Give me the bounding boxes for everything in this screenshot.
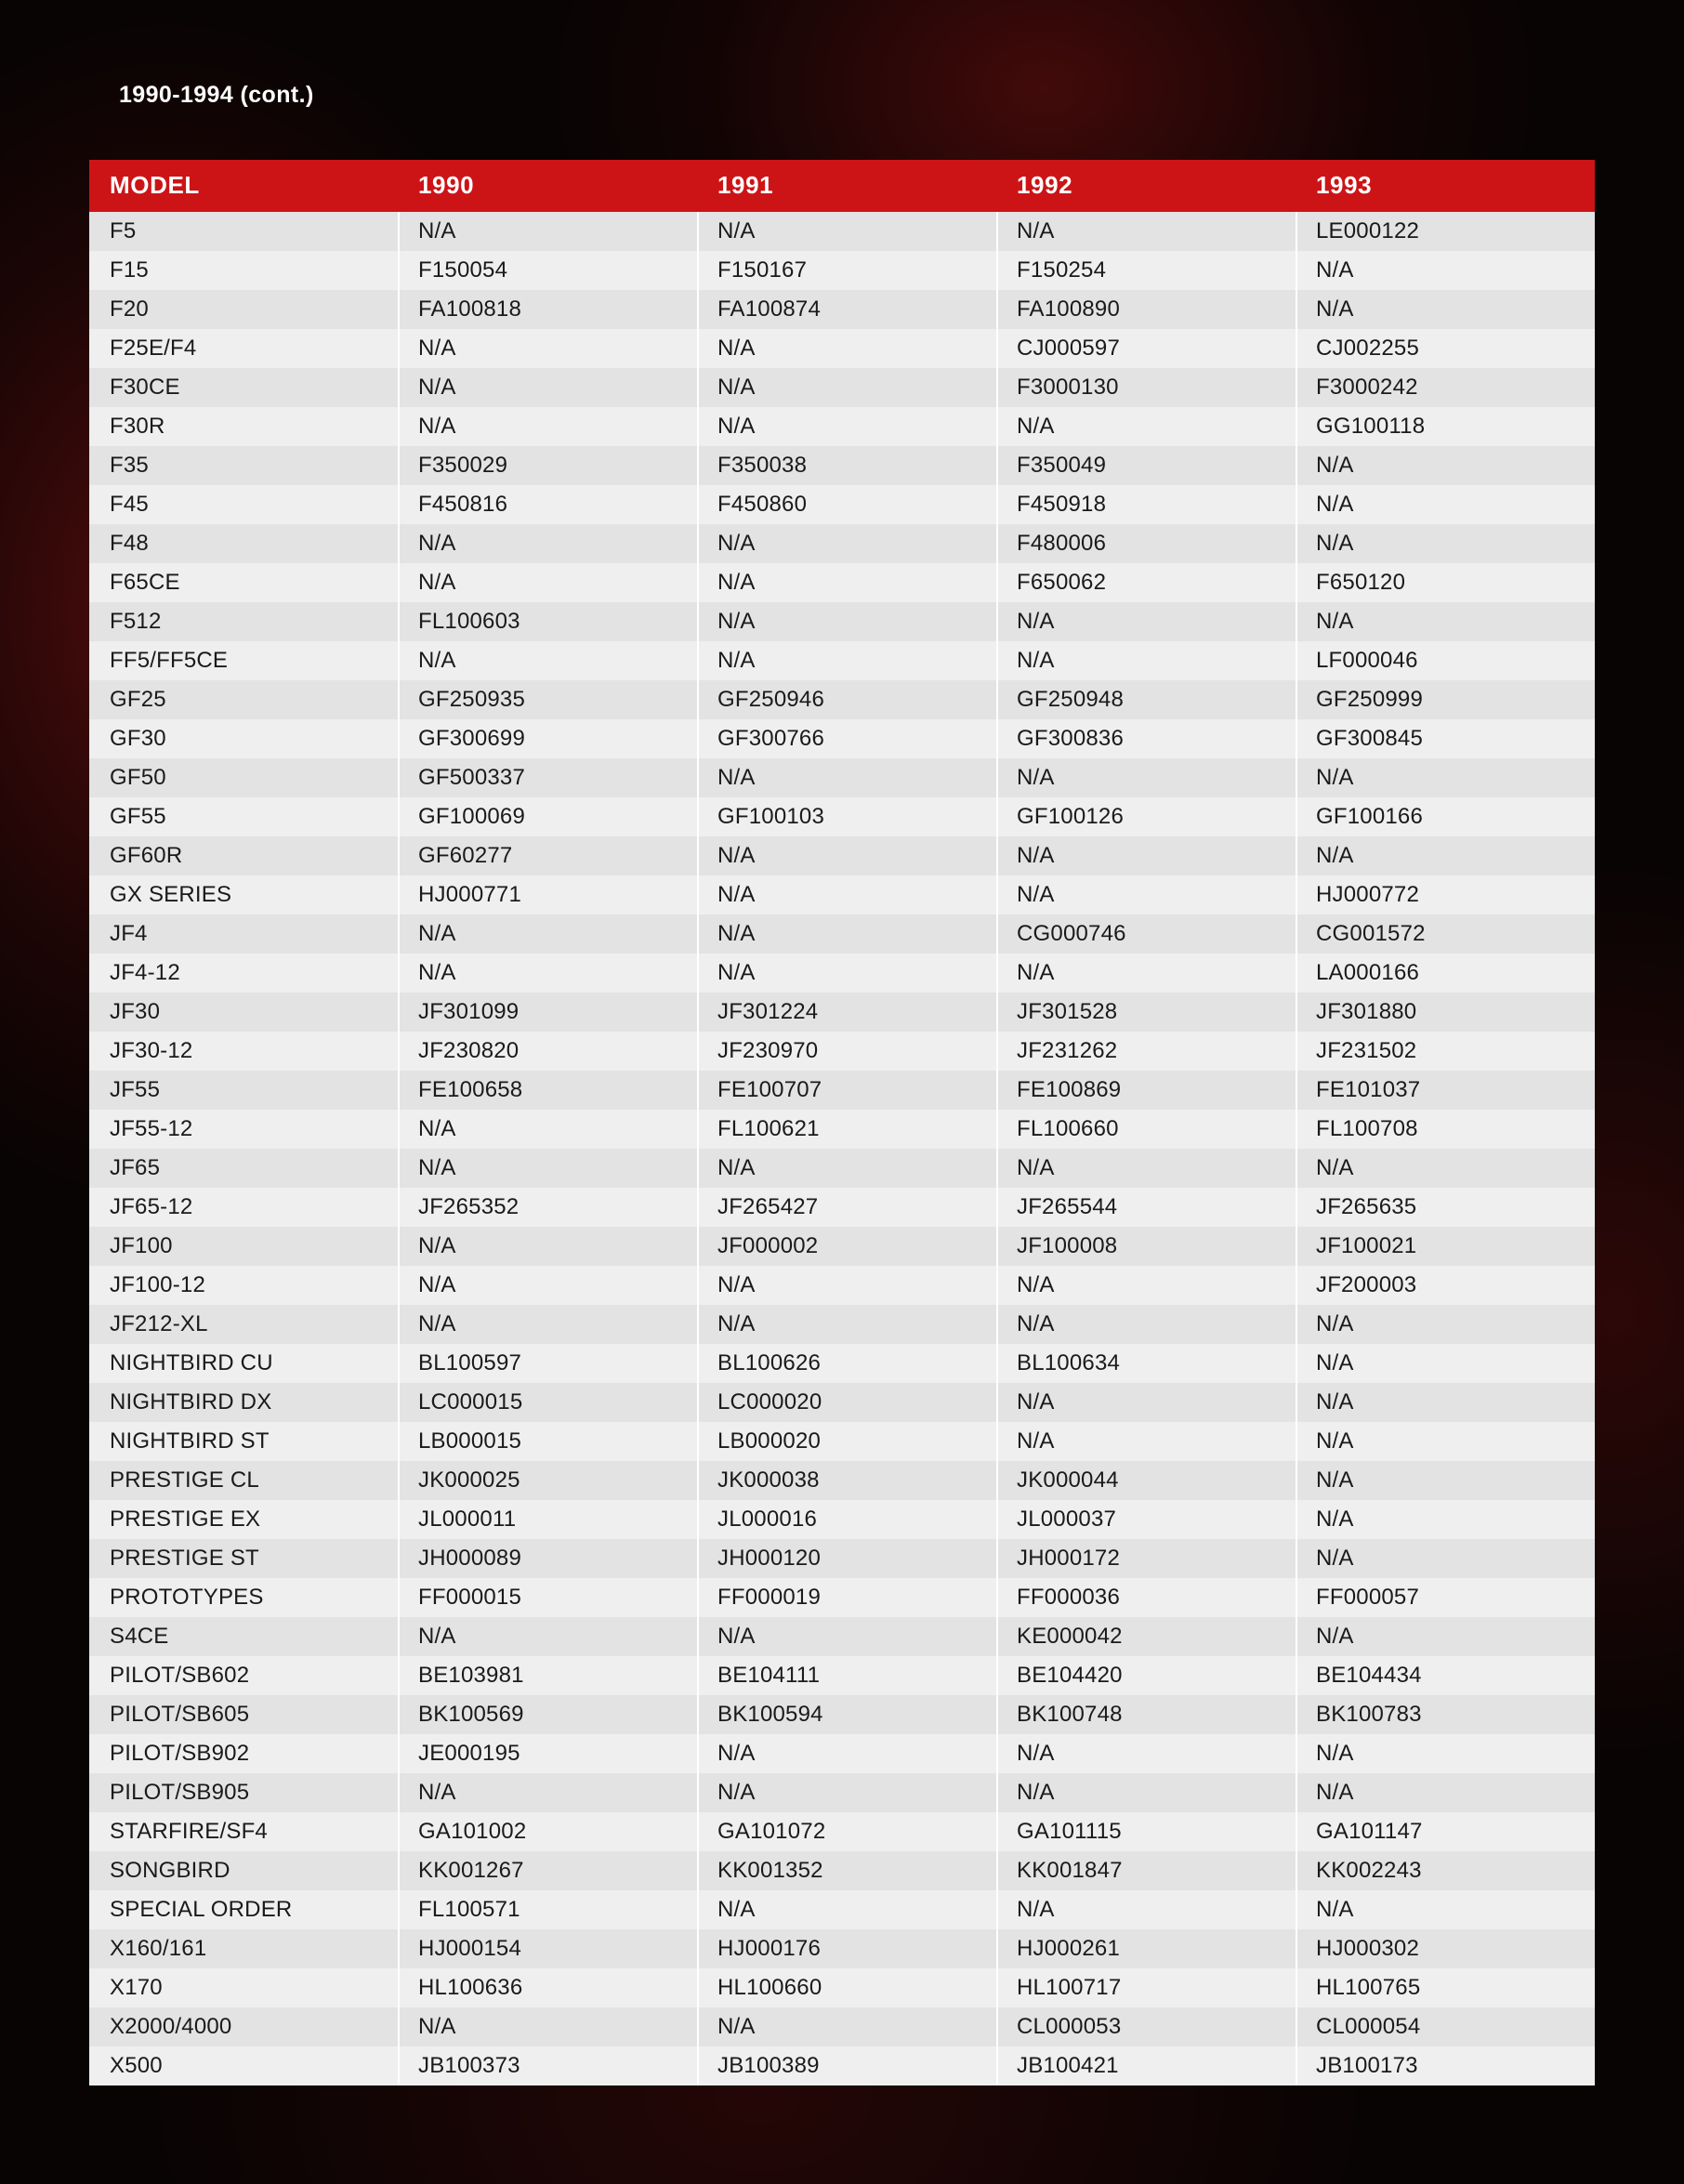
cell-serial: KE000042 [996,1617,1296,1656]
cell-serial: JF301224 [697,993,996,1032]
cell-serial: FL100621 [697,1110,996,1149]
cell-model: PRESTIGE ST [89,1539,398,1578]
cell-model: PRESTIGE EX [89,1500,398,1539]
cell-serial: JB100389 [697,2046,996,2085]
table-row [89,524,1595,563]
cell-serial: N/A [996,212,1296,251]
table-row [89,1266,1595,1305]
table-row [89,1344,1595,1383]
cell-serial: N/A [1296,1890,1595,1929]
cell-serial: CG000746 [996,914,1296,954]
cell-serial: HJ000154 [398,1929,697,1968]
cell-serial: N/A [996,1734,1296,1773]
cell-serial: JF200003 [1296,1266,1595,1305]
cell-serial: CJ002255 [1296,329,1595,368]
table-row [89,1188,1595,1227]
cell-serial: FL100660 [996,1110,1296,1149]
cell-model: JF30-12 [89,1032,398,1071]
cell-serial: N/A [697,1149,996,1188]
cell-serial: FA100874 [697,290,996,329]
table-header-row [89,160,1595,212]
cell-model: F15 [89,251,398,290]
cell-model: NIGHTBIRD ST [89,1422,398,1461]
cell-serial: BE104434 [1296,1656,1595,1695]
serial-number-table-container [89,160,1595,2085]
page-title: 1990-1994 (cont.) [119,82,314,108]
cell-serial: JF265544 [996,1188,1296,1227]
cell-serial: HJ000772 [1296,875,1595,914]
cell-serial: KK001847 [996,1851,1296,1890]
table-header [89,160,1595,212]
table-row [89,368,1595,407]
cell-serial: JF265352 [398,1188,697,1227]
cell-serial: N/A [1296,1734,1595,1773]
table-row [89,1578,1595,1617]
cell-serial: F450918 [996,485,1296,524]
cell-serial: N/A [398,1617,697,1656]
table-row [89,563,1595,602]
cell-serial: N/A [996,875,1296,914]
cell-serial: N/A [697,407,996,446]
cell-serial: FE100707 [697,1071,996,1110]
cell-serial: N/A [697,758,996,797]
table-row [89,680,1595,719]
cell-serial: N/A [996,1422,1296,1461]
cell-model: PILOT/SB905 [89,1773,398,1812]
cell-serial: HJ000771 [398,875,697,914]
cell-model: JF55 [89,1071,398,1110]
cell-model: JF4-12 [89,954,398,993]
cell-model: F48 [89,524,398,563]
cell-serial: N/A [697,1617,996,1656]
cell-serial: N/A [1296,290,1595,329]
cell-serial: N/A [1296,1149,1595,1188]
cell-serial: GF300836 [996,719,1296,758]
cell-serial: N/A [398,914,697,954]
table-row [89,1695,1595,1734]
cell-model: PROTOTYPES [89,1578,398,1617]
cell-model: PILOT/SB902 [89,1734,398,1773]
table-row [89,1071,1595,1110]
cell-serial: GF250948 [996,680,1296,719]
cell-serial: BE104111 [697,1656,996,1695]
cell-serial: JF231262 [996,1032,1296,1071]
cell-model: GF25 [89,680,398,719]
table-row [89,1032,1595,1071]
table-row [89,914,1595,954]
cell-model: JF100-12 [89,1266,398,1305]
table-row [89,1773,1595,1812]
cell-serial: JK000038 [697,1461,996,1500]
cell-serial: GF100069 [398,797,697,836]
cell-serial: N/A [1296,1305,1595,1344]
cell-serial: GA101115 [996,1812,1296,1851]
cell-model: F512 [89,602,398,641]
cell-serial: FF000019 [697,1578,996,1617]
cell-model: JF212-XL [89,1305,398,1344]
column-header-1991: 1991 [697,160,996,212]
cell-serial: JK000025 [398,1461,697,1500]
cell-serial: JL000037 [996,1500,1296,1539]
cell-serial: N/A [697,212,996,251]
cell-serial: KK001267 [398,1851,697,1890]
table-row [89,1617,1595,1656]
cell-serial: GF250935 [398,680,697,719]
cell-serial: N/A [697,563,996,602]
cell-serial: F450816 [398,485,697,524]
cell-serial: F650120 [1296,563,1595,602]
cell-model: X160/161 [89,1929,398,1968]
cell-serial: FE101037 [1296,1071,1595,1110]
cell-serial: N/A [398,1773,697,1812]
cell-serial: F150167 [697,251,996,290]
cell-serial: JB100373 [398,2046,697,2085]
cell-serial: N/A [1296,1461,1595,1500]
serial-number-table [89,160,1595,2085]
cell-model: PRESTIGE CL [89,1461,398,1500]
table-row [89,1110,1595,1149]
cell-serial: N/A [697,836,996,875]
cell-model: F45 [89,485,398,524]
cell-model: F25E/F4 [89,329,398,368]
cell-serial: GF100126 [996,797,1296,836]
cell-model: JF100 [89,1227,398,1266]
cell-model: X2000/4000 [89,2007,398,2046]
cell-serial: N/A [996,1305,1296,1344]
cell-serial: N/A [1296,602,1595,641]
cell-serial: JE000195 [398,1734,697,1773]
cell-model: GF50 [89,758,398,797]
cell-serial: JF000002 [697,1227,996,1266]
cell-serial: N/A [697,1890,996,1929]
cell-serial: GG100118 [1296,407,1595,446]
cell-model: F20 [89,290,398,329]
cell-serial: N/A [697,641,996,680]
table-row [89,719,1595,758]
cell-serial: BL100626 [697,1344,996,1383]
cell-serial: N/A [398,212,697,251]
table-row [89,1929,1595,1968]
cell-serial: LC000015 [398,1383,697,1422]
column-header-model: MODEL [89,160,398,212]
cell-serial: N/A [398,641,697,680]
cell-serial: GF100103 [697,797,996,836]
table-row [89,212,1595,251]
cell-serial: JF100021 [1296,1227,1595,1266]
cell-serial: N/A [996,602,1296,641]
table-row [89,1656,1595,1695]
cell-serial: N/A [996,1266,1296,1305]
cell-serial: GA101147 [1296,1812,1595,1851]
cell-serial: LE000122 [1296,212,1595,251]
cell-serial: FF000036 [996,1578,1296,1617]
cell-model: X170 [89,1968,398,2007]
cell-model: F30CE [89,368,398,407]
cell-serial: N/A [1296,524,1595,563]
cell-serial: N/A [996,758,1296,797]
cell-serial: CG001572 [1296,914,1595,954]
cell-serial: F480006 [996,524,1296,563]
cell-serial: KK002243 [1296,1851,1595,1890]
table-row [89,407,1595,446]
cell-serial: FF000015 [398,1578,697,1617]
cell-serial: GF300699 [398,719,697,758]
cell-serial: BL100634 [996,1344,1296,1383]
cell-serial: N/A [398,1266,697,1305]
cell-serial: N/A [697,368,996,407]
cell-serial: F350029 [398,446,697,485]
cell-serial: JB100421 [996,2046,1296,2085]
table-row [89,1890,1595,1929]
cell-model: STARFIRE/SF4 [89,1812,398,1851]
cell-model: F65CE [89,563,398,602]
cell-serial: N/A [398,563,697,602]
table-row [89,329,1595,368]
cell-serial: N/A [996,641,1296,680]
cell-serial: N/A [697,1266,996,1305]
table-row [89,2046,1595,2085]
cell-serial: F350049 [996,446,1296,485]
cell-model: SPECIAL ORDER [89,1890,398,1929]
cell-model: GX SERIES [89,875,398,914]
cell-model: JF65-12 [89,1188,398,1227]
cell-serial: N/A [398,524,697,563]
table-row [89,446,1595,485]
cell-model: NIGHTBIRD CU [89,1344,398,1383]
cell-serial: JH000120 [697,1539,996,1578]
cell-serial: N/A [1296,251,1595,290]
cell-serial: HJ000176 [697,1929,996,1968]
cell-serial: GF500337 [398,758,697,797]
cell-serial: N/A [996,407,1296,446]
cell-model: JF55-12 [89,1110,398,1149]
cell-serial: N/A [697,1305,996,1344]
cell-serial: N/A [1296,1422,1595,1461]
table-row [89,251,1595,290]
cell-serial: F3000242 [1296,368,1595,407]
cell-serial: BK100569 [398,1695,697,1734]
cell-serial: HJ000302 [1296,1929,1595,1968]
cell-serial: KK001352 [697,1851,996,1890]
cell-model: JF65 [89,1149,398,1188]
cell-serial: F650062 [996,563,1296,602]
cell-serial: GA101002 [398,1812,697,1851]
table-row [89,1539,1595,1578]
cell-serial: GA101072 [697,1812,996,1851]
cell-serial: N/A [1296,836,1595,875]
cell-serial: F150254 [996,251,1296,290]
table-body [89,212,1595,2085]
cell-model: FF5/FF5CE [89,641,398,680]
cell-model: F35 [89,446,398,485]
table-row [89,1734,1595,1773]
cell-serial: N/A [398,407,697,446]
cell-serial: JF230970 [697,1032,996,1071]
cell-serial: N/A [398,1110,697,1149]
cell-serial: FL100708 [1296,1110,1595,1149]
table-row [89,1968,1595,2007]
table-row [89,875,1595,914]
cell-serial: HL100636 [398,1968,697,2007]
cell-serial: LA000166 [1296,954,1595,993]
cell-serial: FL100603 [398,602,697,641]
cell-serial: GF60277 [398,836,697,875]
cell-serial: CJ000597 [996,329,1296,368]
cell-model: GF60R [89,836,398,875]
cell-serial: N/A [697,602,996,641]
cell-serial: N/A [398,1227,697,1266]
table-row [89,1227,1595,1266]
table-row [89,602,1595,641]
cell-serial: N/A [1296,1617,1595,1656]
cell-serial: JL000011 [398,1500,697,1539]
table-row [89,485,1595,524]
table-row [89,1149,1595,1188]
cell-serial: N/A [1296,1500,1595,1539]
table-row [89,1851,1595,1890]
cell-serial: N/A [697,329,996,368]
cell-serial: JL000016 [697,1500,996,1539]
cell-serial: CL000053 [996,2007,1296,2046]
cell-serial: FA100818 [398,290,697,329]
cell-serial: N/A [996,954,1296,993]
cell-model: F5 [89,212,398,251]
table-row [89,1461,1595,1500]
table-row [89,993,1595,1032]
cell-serial: N/A [996,1149,1296,1188]
cell-serial: JB100173 [1296,2046,1595,2085]
cell-serial: LC000020 [697,1383,996,1422]
cell-serial: N/A [697,1773,996,1812]
cell-serial: HL100765 [1296,1968,1595,2007]
cell-serial: FA100890 [996,290,1296,329]
table-row [89,1305,1595,1344]
cell-serial: LB000020 [697,1422,996,1461]
table-row [89,797,1595,836]
cell-serial: N/A [1296,758,1595,797]
cell-serial: N/A [697,524,996,563]
cell-serial: LF000046 [1296,641,1595,680]
cell-serial: N/A [398,1305,697,1344]
cell-serial: GF250946 [697,680,996,719]
cell-model: F30R [89,407,398,446]
cell-serial: BL100597 [398,1344,697,1383]
cell-serial: JF301880 [1296,993,1595,1032]
cell-serial: LB000015 [398,1422,697,1461]
cell-serial: N/A [398,2007,697,2046]
cell-serial: BE103981 [398,1656,697,1695]
cell-model: PILOT/SB602 [89,1656,398,1695]
cell-serial: N/A [697,1734,996,1773]
cell-serial: GF300845 [1296,719,1595,758]
cell-serial: N/A [996,1890,1296,1929]
table-row [89,1812,1595,1851]
cell-model: S4CE [89,1617,398,1656]
column-header-1990: 1990 [398,160,697,212]
table-row [89,1500,1595,1539]
cell-serial: N/A [1296,1383,1595,1422]
cell-serial: N/A [697,2007,996,2046]
cell-serial: N/A [398,368,697,407]
cell-serial: N/A [697,914,996,954]
cell-serial: N/A [996,836,1296,875]
cell-serial: BK100783 [1296,1695,1595,1734]
cell-serial: N/A [1296,446,1595,485]
cell-model: JF4 [89,914,398,954]
cell-serial: N/A [1296,485,1595,524]
table-row [89,641,1595,680]
cell-serial: BK100594 [697,1695,996,1734]
cell-serial: JF265635 [1296,1188,1595,1227]
cell-serial: N/A [1296,1539,1595,1578]
table-row [89,954,1595,993]
cell-serial: JH000089 [398,1539,697,1578]
cell-serial: N/A [697,954,996,993]
cell-serial: GF100166 [1296,797,1595,836]
cell-serial: HL100660 [697,1968,996,2007]
cell-serial: JF265427 [697,1188,996,1227]
column-header-1993: 1993 [1296,160,1595,212]
cell-serial: N/A [398,329,697,368]
cell-serial: BK100748 [996,1695,1296,1734]
cell-serial: N/A [996,1773,1296,1812]
cell-serial: JK000044 [996,1461,1296,1500]
cell-serial: N/A [1296,1344,1595,1383]
cell-serial: N/A [697,875,996,914]
cell-serial: F350038 [697,446,996,485]
cell-serial: GF250999 [1296,680,1595,719]
cell-serial: FE100658 [398,1071,697,1110]
table-row [89,1422,1595,1461]
cell-model: GF30 [89,719,398,758]
table-row [89,836,1595,875]
cell-serial: JF230820 [398,1032,697,1071]
cell-serial: N/A [996,1383,1296,1422]
cell-serial: JH000172 [996,1539,1296,1578]
cell-serial: JF231502 [1296,1032,1595,1071]
cell-serial: F3000130 [996,368,1296,407]
cell-serial: N/A [398,954,697,993]
cell-serial: GF300766 [697,719,996,758]
cell-model: SONGBIRD [89,1851,398,1890]
cell-serial: N/A [398,1149,697,1188]
cell-serial: F150054 [398,251,697,290]
cell-serial: JF100008 [996,1227,1296,1266]
cell-serial: FF000057 [1296,1578,1595,1617]
column-header-1992: 1992 [996,160,1296,212]
cell-serial: HL100717 [996,1968,1296,2007]
cell-model: X500 [89,2046,398,2085]
cell-serial: N/A [1296,1773,1595,1812]
cell-serial: BE104420 [996,1656,1296,1695]
cell-serial: FL100571 [398,1890,697,1929]
cell-serial: F450860 [697,485,996,524]
table-row [89,290,1595,329]
cell-serial: JF301528 [996,993,1296,1032]
cell-serial: CL000054 [1296,2007,1595,2046]
cell-serial: JF301099 [398,993,697,1032]
table-row [89,2007,1595,2046]
cell-serial: FE100869 [996,1071,1296,1110]
cell-model: JF30 [89,993,398,1032]
table-row [89,1383,1595,1422]
cell-serial: HJ000261 [996,1929,1296,1968]
cell-model: GF55 [89,797,398,836]
cell-model: NIGHTBIRD DX [89,1383,398,1422]
table-row [89,758,1595,797]
cell-model: PILOT/SB605 [89,1695,398,1734]
